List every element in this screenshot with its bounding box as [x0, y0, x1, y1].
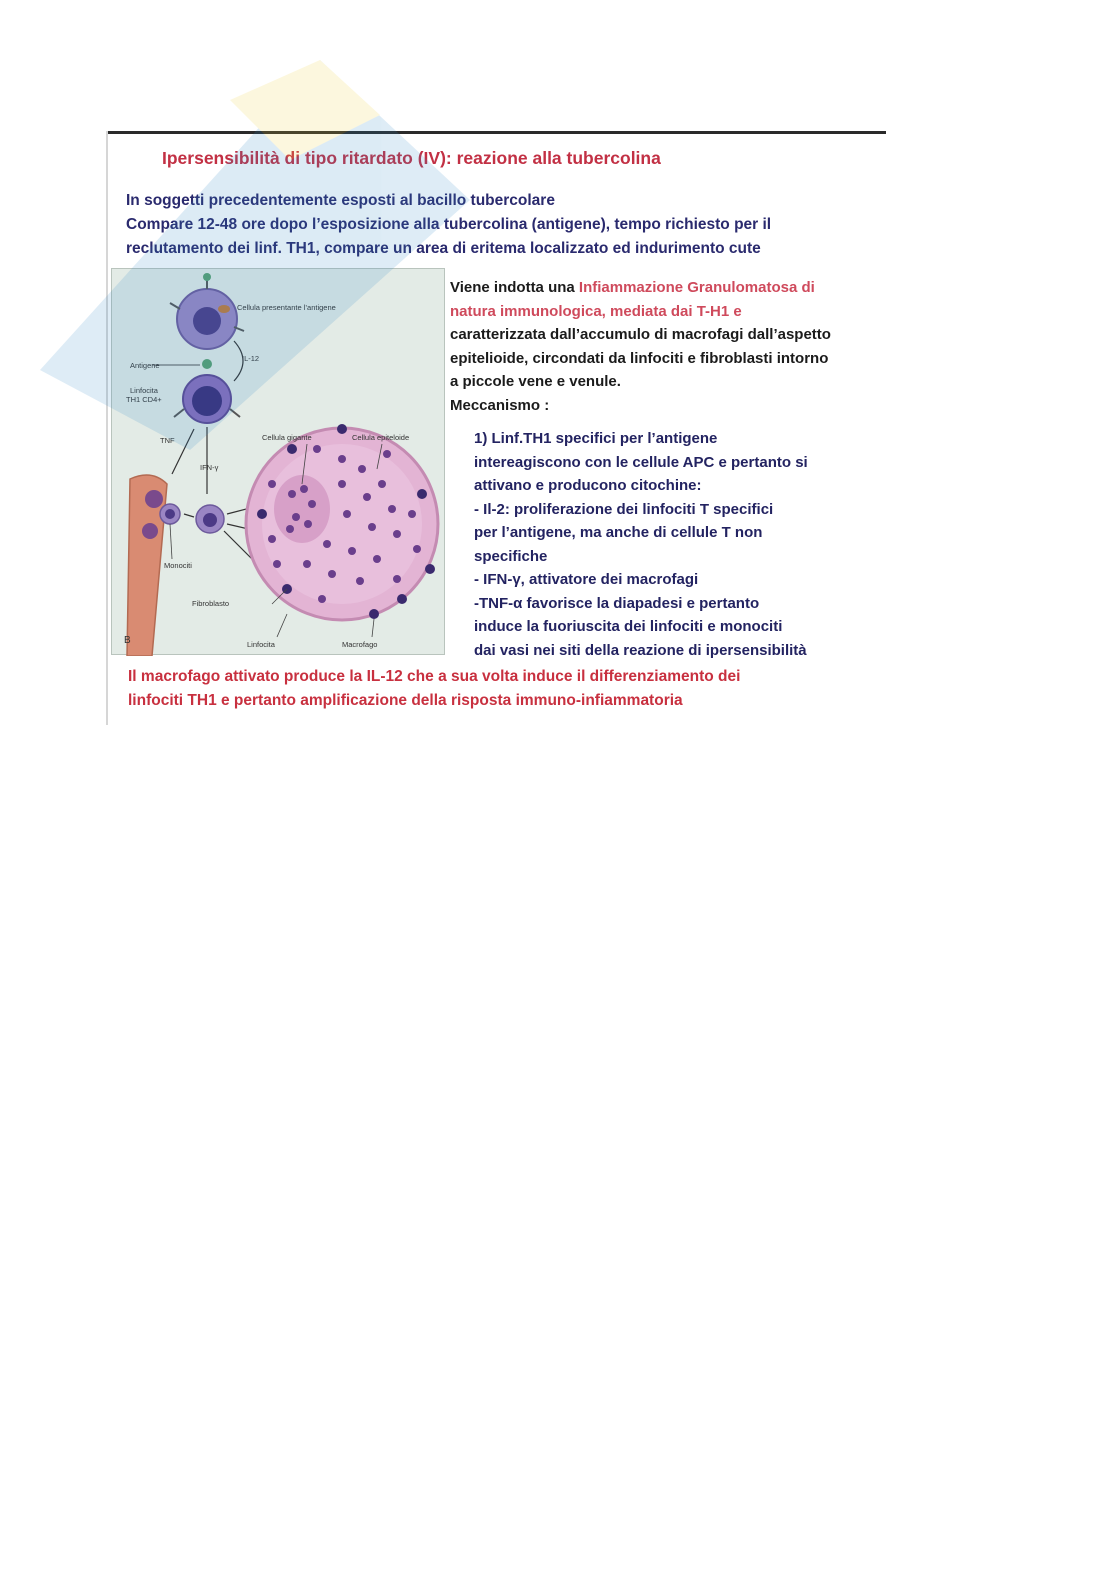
mechanism-line: - IFN-γ, attivatore dei macrofagi: [474, 571, 699, 588]
description-line: a piccole vene e venule.: [450, 373, 621, 390]
slide-left-edge: [106, 131, 108, 725]
ifn-label: IFN-γ: [200, 463, 219, 472]
intro-text: [126, 189, 771, 261]
apc-label: Cellula presentante l’antigene: [237, 303, 336, 312]
antigen-label: Antigene: [130, 361, 160, 370]
lymphocyte-label: Linfocita: [247, 640, 275, 649]
lymphocyte-th1-label: Linfocita: [130, 386, 158, 395]
tnf-label: TNF: [160, 436, 175, 445]
description-line-start: Viene indotta una: [450, 279, 579, 296]
intro-line: Compare 12-48 ore dopo l’esposizione alla tubercolina (antigene), tempo richiesto per il: [126, 216, 772, 233]
description-text: [450, 276, 831, 417]
mechanism-line: 1) Linf.TH1 specifici per l’antigene: [474, 430, 718, 447]
fibroblast-label: Fibroblasto: [192, 599, 230, 608]
granuloma-illustration: [112, 269, 446, 656]
macrophage-label: Macrofago: [342, 640, 378, 649]
mechanism-line: - Il-2: proliferazione dei linfociti T specifici: [474, 500, 774, 518]
mechanism-line: attivano e producono citochine:: [474, 477, 702, 494]
epithelioid-cell-label: Cellula epiteloide: [352, 433, 410, 442]
mechanism-line: induce la fuoriuscita dei linfociti e monociti: [474, 618, 783, 635]
mechanism-line: intereagiscono con le cellule APC e pertanto si: [474, 453, 808, 471]
panel-letter: B: [124, 635, 131, 646]
conclusion-line: linfociti TH1 e pertanto amplificazione della risposta immuno-infiammatoria: [128, 692, 683, 709]
description-line: [450, 276, 831, 300]
apc-cell: [170, 273, 244, 349]
granuloma: [246, 424, 438, 620]
description-line: epitelioide, circondati da linfociti e fibroblasti intorno: [450, 349, 829, 367]
conclusion-line: Il macrofago attivato produce la IL-12 che a sua volta induce il differenziamento dei: [128, 668, 741, 685]
slide-top-rule: [106, 131, 886, 134]
mechanism-line: -TNF-α favorisce la diapadesi e pertanto: [474, 594, 760, 612]
th1-lymphocyte: [174, 375, 240, 423]
monocytes-label: Monociti: [164, 561, 192, 570]
th1-cd4-label: TH1 CD4+: [126, 395, 162, 404]
mechanism-list: [474, 427, 808, 662]
slide-title: Ipersensibilità di tipo ritardato (IV): reazione alla tubercolina: [162, 148, 661, 168]
mechanism-heading: Meccanismo :: [450, 396, 550, 414]
intro-line: reclutamento dei linf. TH1, compare un area di eritema localizzato ed indurimento cute: [126, 240, 761, 257]
description-line: natura immunologica, mediata dai T-H1 e: [450, 302, 742, 320]
giant-cell-label: Cellula gigante: [262, 433, 312, 442]
intro-line: In soggetti precedentemente esposti al bacillo tubercolare: [126, 192, 555, 209]
slide: [106, 131, 886, 725]
granuloma-figure: [111, 268, 445, 655]
mechanism-line: dai vasi nei siti della reazione di ipersensibilità: [474, 641, 807, 659]
mechanism-line: per l’antigene, ma anche di cellule T non: [474, 524, 763, 541]
conclusion-text: [128, 665, 740, 713]
description-line: caratterizzata dall’accumulo di macrofagi dall’aspetto: [450, 326, 831, 343]
il12-label: IL-12: [242, 354, 260, 363]
mechanism-line: specifiche: [474, 547, 548, 565]
antigen-dot: [202, 359, 212, 369]
highlight-granulomatous: Infiammazione Granulomatosa di: [578, 279, 815, 296]
